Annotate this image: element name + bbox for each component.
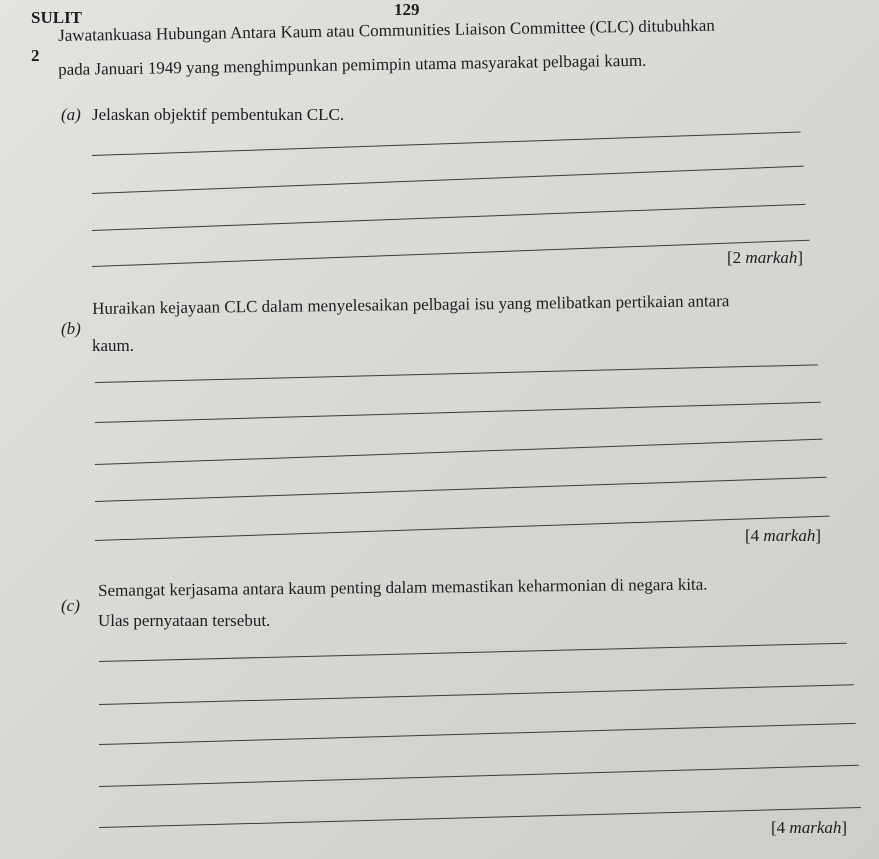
answer-line-b2: [95, 402, 821, 423]
part-b-label: (b): [61, 319, 81, 338]
part-a-marks: [2 markah]: [727, 248, 804, 267]
answer-line-c1: [99, 643, 847, 662]
answer-line-a2: [92, 166, 804, 194]
header-sulit: SULIT: [31, 8, 83, 27]
part-b-question-line2: kaum.: [92, 336, 135, 355]
answer-line-a3: [92, 204, 806, 231]
part-c-question-line1: Semangat kerjasama antara kaum penting dalam memastikan keharmonian di negara kita.: [98, 574, 708, 600]
part-a-label: (a): [61, 105, 81, 124]
answer-line-b3: [95, 439, 823, 465]
part-b-marks: [4 markah]: [745, 526, 822, 545]
question-number: 2: [31, 46, 40, 65]
answer-line-a4: [92, 240, 810, 267]
part-a-question: Jelaskan objektif pembentukan CLC.: [92, 105, 345, 124]
answer-line-a1: [92, 131, 801, 156]
answer-line-b4: [95, 477, 827, 502]
question-intro-line2: pada Januari 1949 yang menghimpunkan pemimpin utama masyarakat pelbagai kaum.: [58, 50, 647, 79]
answer-line-c4: [99, 765, 859, 787]
answer-line-c2: [99, 684, 854, 705]
part-c-question-line2: Ulas pernyataan tersebut.: [98, 611, 271, 630]
part-c-label: (c): [61, 596, 80, 615]
answer-line-b5: [95, 516, 830, 541]
answer-line-c3: [99, 723, 856, 745]
question-intro-line1: Jawatankuasa Hubungan Antara Kaum atau Communities Liaison Committee (CLC) ditubuhkan: [58, 15, 715, 45]
answer-line-c5: [99, 807, 861, 828]
part-c-marks: [4 markah]: [771, 818, 848, 837]
answer-line-b1: [95, 364, 818, 383]
part-b-question-line1: Huraikan kejayaan CLC dalam menyelesaikan pelbagai isu yang melibatkan pertikaian antara: [92, 291, 730, 318]
page-number: 129: [394, 0, 420, 19]
